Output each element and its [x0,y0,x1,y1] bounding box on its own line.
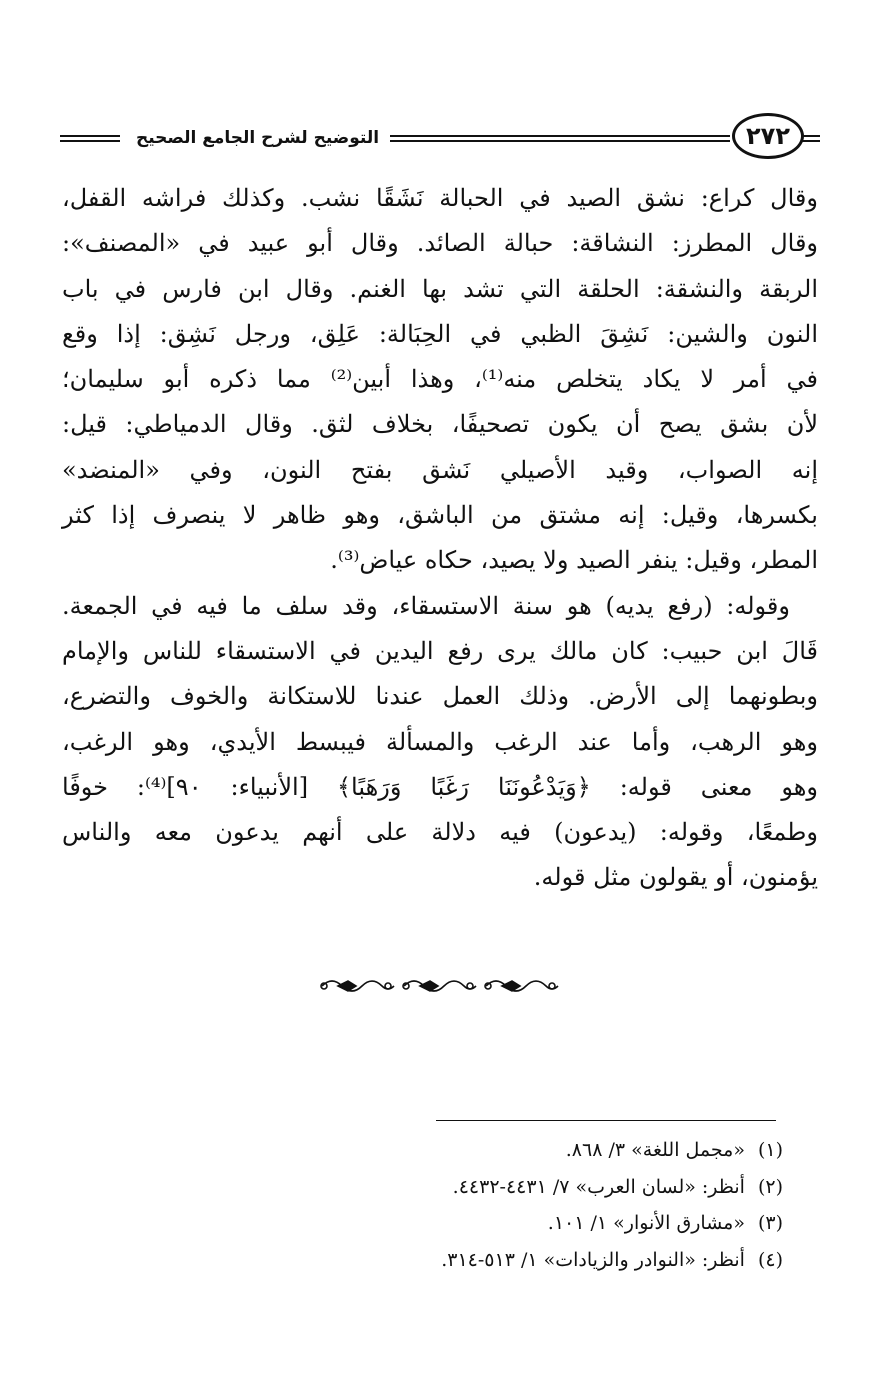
footnote-number: (٢) [757,1175,783,1198]
text-line: لأن بشق يصح أن يكون تصحيفًا، بخلاف لثق. وقال الدمياطي: قيل: [62,410,819,439]
footnote-number: (٣) [757,1212,783,1234]
footnote-text: أنظر: «لسان العرب» ٧/ ٤٤٣١-٤٤٣٢. [452,1175,745,1198]
body-text [62,176,818,901]
text-line: المطر، وقيل: ينفر الصيد ولا يصيد، حكاه عياض⁽³⁾. [330,546,818,575]
running-title: التوضيح لشرح الجامع الصحيح [135,128,380,148]
footnotes [363,1132,783,1278]
ornament-motif [485,981,558,991]
footnote-separator [436,1120,776,1121]
footnote-number: (٤) [757,1248,783,1271]
footnote-number: (١) [757,1139,783,1161]
text-line: وقال كراع: نشق الصيد في الحبالة نَشَقًا نشب. وكذلك فراشه القفل، [62,184,818,212]
header-rule-left [60,135,120,142]
running-header [60,113,820,165]
ornament-motif [403,981,476,991]
ornament-motif [321,981,394,991]
text-line: وبطونهما إلى الأرض. وذلك العمل عندنا للاستكانة والخوف والتضرع، [62,682,818,711]
text-line: في أمر لا يكاد يتخلص منه⁽¹⁾، وهذا أبين⁽²⁾ مما ذكره أبو سليمان؛ [62,365,818,394]
text-line: وقال المطرز: النشاقة: حبالة الصائد. وقال أبو عبيد في «المصنف»: [62,229,818,258]
text-line: وهو معنى قوله: ﴿وَيَدْعُونَنَا رَغَبًا وَرَهَبًا﴾ [الأنبياء: ٩٠]⁽⁴⁾: خوفًا [62,772,818,801]
footnote-text: أنظر: «النوادر والزيادات» ١/ ٥١٣-٣١٤. [441,1248,745,1271]
footnote-2 [363,1169,783,1206]
footnote-text: «مجمل اللغة» ٣/ ٨٦٨. [565,1139,745,1161]
ornament-divider [318,975,560,997]
text-line: بكسرها، وقيل: إنه مشتق من الباشق، وهو ظاهر لا ينصرف إذا كثر [62,501,818,530]
text-line: إنه الصواب، وقيد الأصيلي نَشق بفتح النون، وفي «المنضد» [62,455,818,484]
text-line: وقوله: (رفع يديه) هو سنة الاستسقاء، وقد سلف ما فيه في الجمعة. [62,591,790,620]
text-line: الربقة والنشقة: الحلقة التي تشد بها الغنم. وقال ابن فارس في باب [62,274,818,303]
text-line: قَالَ ابن حبيب: كان مالك يرى رفع اليدين في الاستسقاء للناس والإمام [62,636,818,665]
text-line: يؤمنون، أو يقولون مثل قوله. [533,863,818,892]
header-rule-right [802,135,820,142]
page-number: ٢٧٢ [732,113,804,159]
footnote-4 [363,1242,783,1279]
text-line: وطمعًا، وقوله: (يدعون) فيه دلالة على أنهم يدعون معه والناس [62,818,818,847]
footnote-3 [363,1205,783,1242]
header-rule-middle [390,135,730,142]
paragraph-2 [62,584,818,901]
footnote-text: «مشارق الأنوار» ١/ ١٠١. [547,1212,745,1234]
footnote-1 [363,1132,783,1169]
text-line: وهو الرهب، وأما عند الرغب والمسألة فيبسط الأيدي، وهو الرغب، [62,727,818,756]
text-line: النون والشين: نَشِقَ الظبي في الحِبَالة: عَلِق، ورجل نَشِق: إذا وقع [62,319,818,348]
paragraph-1 [62,176,818,584]
